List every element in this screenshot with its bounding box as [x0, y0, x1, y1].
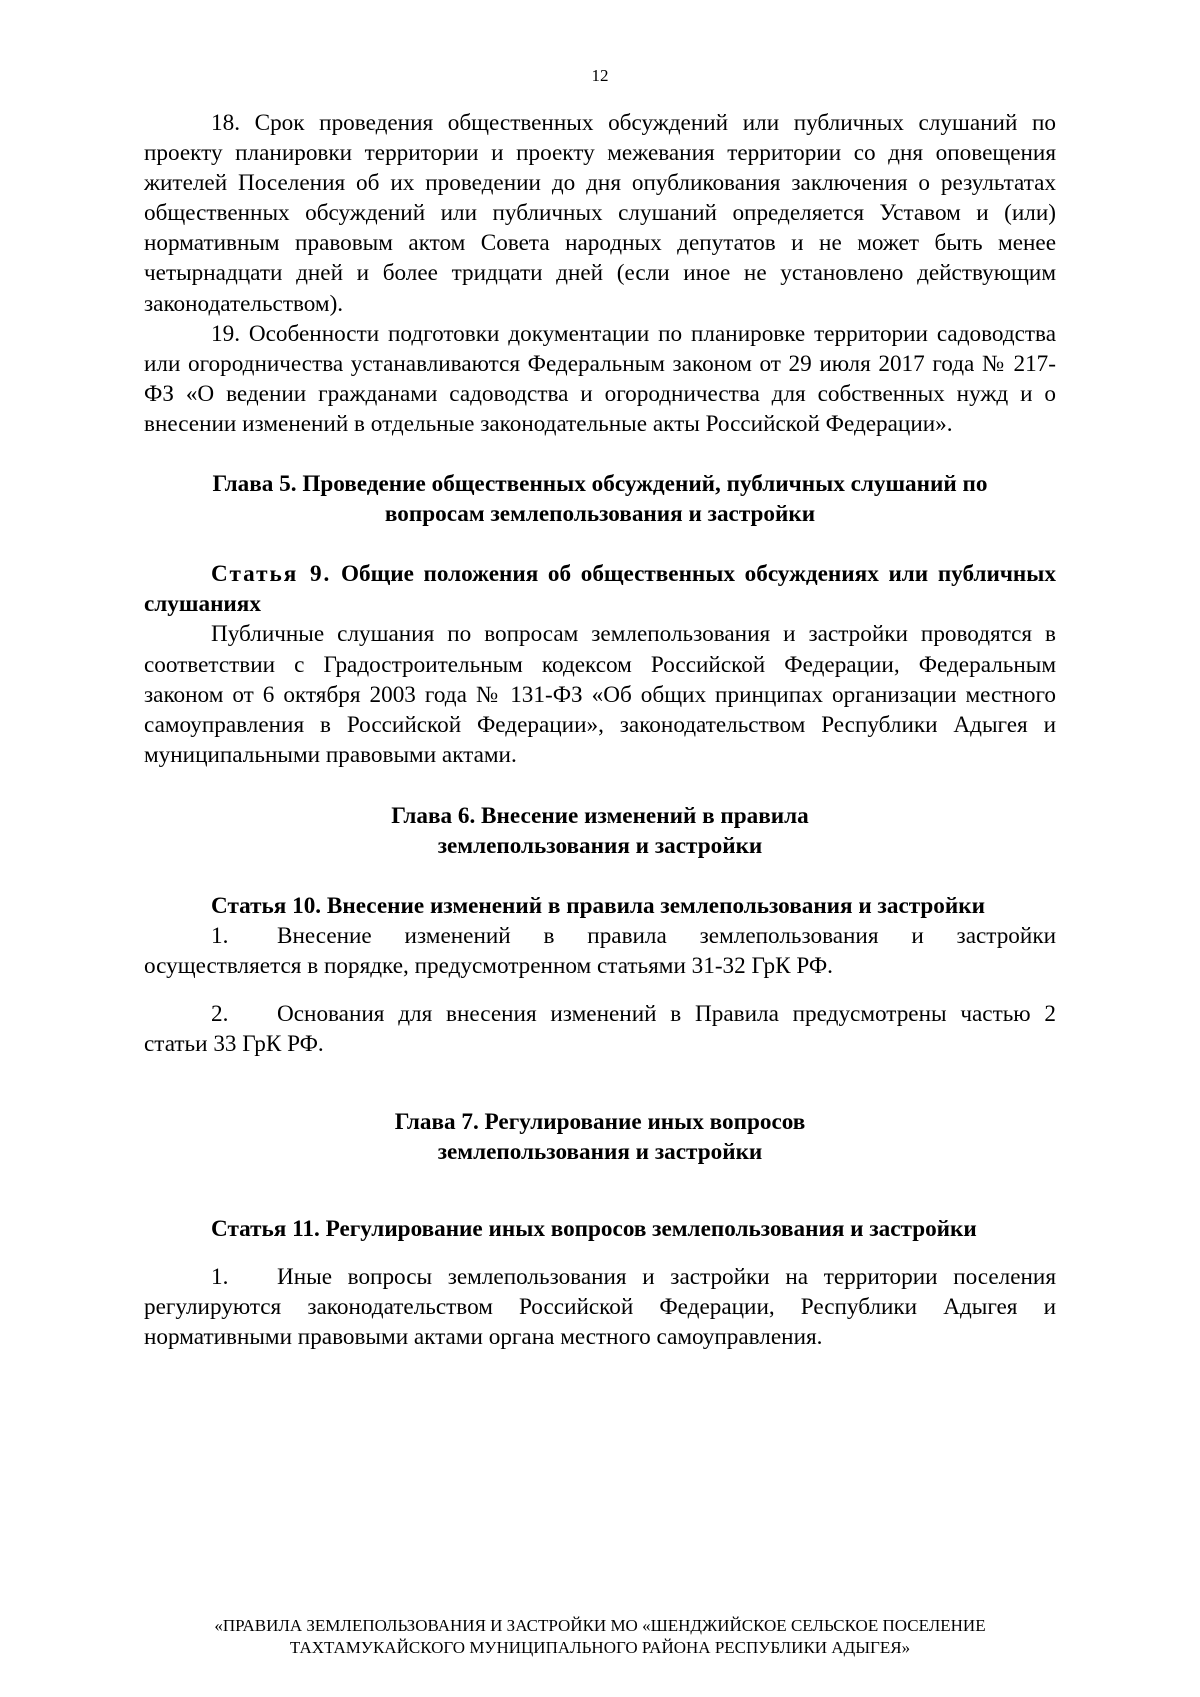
article-10-title: Внесение изменений в правила землепользования и застройки	[326, 893, 985, 920]
chapter-6-heading-line-2: землепользования и застройки	[437, 832, 763, 859]
chapter-6-heading	[144, 801, 1056, 861]
article-11-item-1	[144, 1262, 1056, 1352]
chapter-6-heading-line-1: Глава 6. Внесение изменений в правила	[391, 802, 809, 829]
paragraph-19: 19. Особенности подготовки документации по планировке территории садоводства или огородничества устанавливаются Федеральным законом от 29 июля 2017 года № 217-ФЗ «О ведении гражданами садоводства и огородничества для собственных нужд и о внесении изменений в отдельные законодательные акты Российской Федерации».	[144, 320, 1056, 437]
article-11-heading	[144, 1214, 1056, 1244]
list-marker: 1.	[211, 1263, 229, 1290]
chapter-5-heading-line-2: вопросам землепользования и застройки	[384, 501, 816, 528]
page-number: 12	[591, 66, 609, 85]
article-9-heading	[144, 559, 1056, 619]
chapter-7-heading	[144, 1107, 1056, 1167]
list-item-text: Иные вопросы землепользования и застройки на территории поселения регулируются законодательством Российской Федерации, Республики Адыгея и нормативными правовыми актами органа местного самоуправления.	[144, 1263, 1056, 1350]
article-9-title: Общие положения об общественных обсуждениях или публичных слушаниях	[144, 561, 1056, 618]
article-10-heading	[144, 891, 1056, 921]
article-11-number: Статья 11.	[211, 1215, 320, 1242]
document-body	[144, 108, 1056, 1352]
article-9-text: Публичные слушания по вопросам землепользования и застройки проводятся в соответствии с Градостроительным кодексом Российской Федерации, Федеральным законом от 6 октября 2003 года № 131-ФЗ «Об общих принципах организации местного самоуправления в Российской Федерации», законодательством Республики Адыгея и муниципальными правовыми актами.	[144, 621, 1056, 768]
article-9-number: Статья 9.	[211, 561, 332, 588]
article-10-item-1	[144, 921, 1056, 981]
footer-line-2: ТАХТАМУКАЙСКОГО МУНИЦИПАЛЬНОГО РАЙОНА РЕСПУБЛИКИ АДЫГЕЯ»	[289, 1638, 911, 1657]
paragraph-18: 18. Срок проведения общественных обсуждений или публичных слушаний по проекту планировки территории и проекту межевания территории со дня оповещения жителей Поселения об их проведении до дня опубликования заключения о результатах общественных обсуждений или публичных слушаний определяется Уставом и (или) нормативным правовым актом Совета народных депутатов и не может быть менее четырнадцати дней и более тридцати дней (если иное не установлено действующим законодательством).	[144, 110, 1056, 317]
list-item-text: Основания для внесения изменений в Правила предусмотрены частью 2 статьи 33 ГрК РФ.	[144, 1001, 1056, 1058]
article-10-item-2	[144, 999, 1056, 1059]
article-11-title: Регулирование иных вопросов землепользования и застройки	[325, 1215, 977, 1242]
chapter-5-heading-line-1: Глава 5. Проведение общественных обсуждений, публичных слушаний по	[212, 471, 988, 498]
list-marker: 2.	[211, 1001, 229, 1028]
document-footer	[0, 1615, 1200, 1659]
list-marker: 1.	[211, 923, 229, 950]
chapter-7-heading-line-2: землепользования и застройки	[437, 1138, 763, 1165]
chapter-5-heading	[144, 469, 1056, 529]
footer-line-1: «ПРАВИЛА ЗЕМЛЕПОЛЬЗОВАНИЯ И ЗАСТРОЙКИ МО «ШЕНДЖИЙСКОЕ СЕЛЬСКОЕ ПОСЕЛЕНИЕ	[214, 1616, 986, 1635]
article-10-number: Статья 10.	[211, 893, 322, 920]
list-item-text: Внесение изменений в правила землепользования и застройки осуществляется в порядке, предусмотренном статьями 31-32 ГрК РФ.	[144, 923, 1056, 980]
chapter-7-heading-line-1: Глава 7. Регулирование иных вопросов	[394, 1108, 806, 1135]
